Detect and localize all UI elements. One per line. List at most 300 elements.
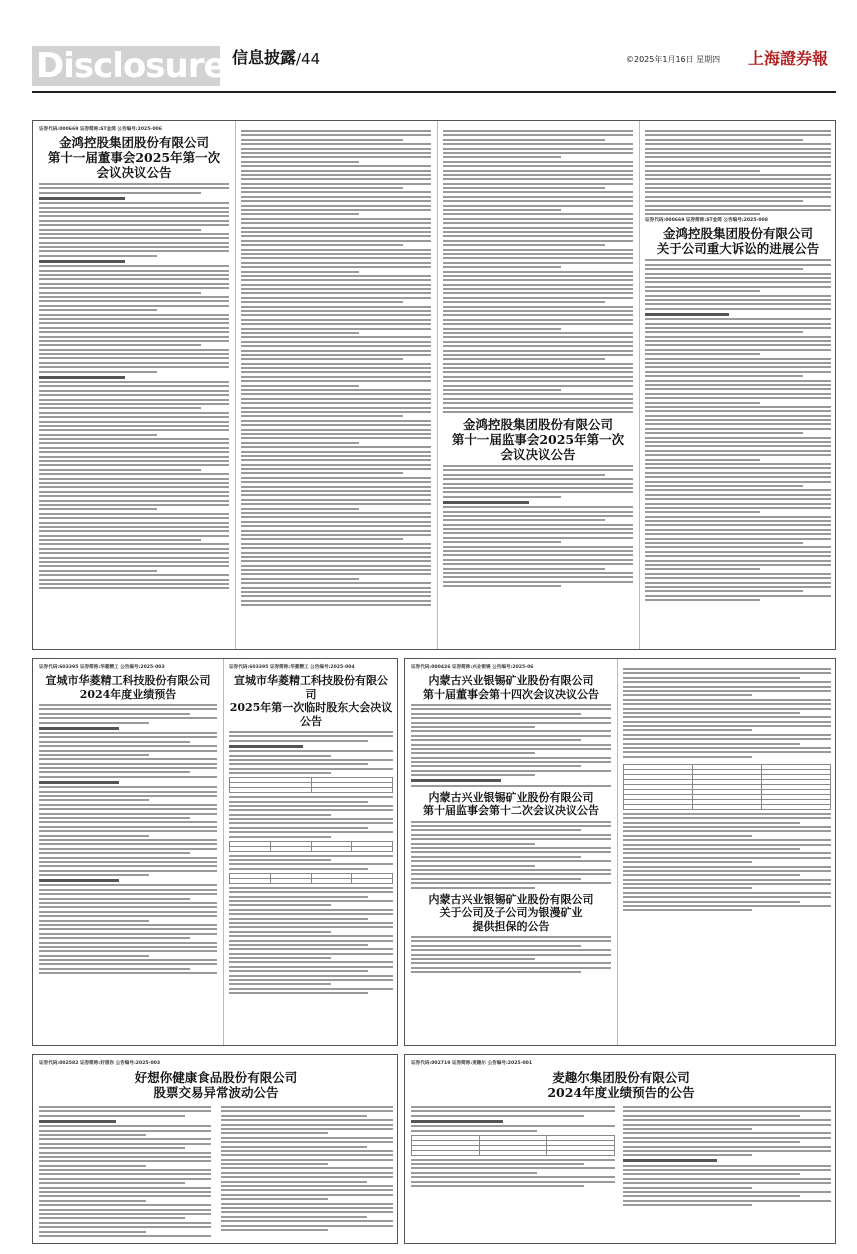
text-line	[241, 134, 431, 136]
text-line	[443, 209, 561, 211]
text-line	[443, 314, 633, 316]
dateline: ©2025年1月16日 星期四	[626, 55, 721, 64]
text-line	[39, 791, 217, 793]
text-line	[623, 909, 752, 911]
title-line: 提供担保的公告	[472, 919, 550, 933]
text-line	[645, 410, 831, 412]
text-line	[645, 259, 831, 261]
text-line	[443, 519, 605, 521]
text-line	[623, 1165, 831, 1167]
text-line	[39, 390, 229, 392]
text-line	[241, 143, 431, 145]
text-line	[623, 725, 831, 727]
text-line	[39, 305, 229, 307]
text-line	[443, 380, 633, 382]
text-line	[645, 273, 831, 275]
text-line	[443, 332, 633, 334]
text-line	[241, 235, 431, 237]
text-line	[39, 804, 217, 806]
text-line	[645, 130, 831, 132]
article-title	[39, 1070, 393, 1100]
text-line	[241, 552, 431, 554]
article-body-left	[39, 1103, 211, 1239]
body-text	[645, 259, 831, 601]
text-line	[39, 548, 229, 550]
panel-jinhong	[32, 120, 836, 650]
text-line	[411, 851, 611, 853]
text-line	[623, 813, 831, 815]
text-line	[241, 376, 431, 378]
text-line	[411, 765, 581, 767]
text-line	[39, 776, 217, 778]
text-line	[39, 434, 157, 436]
voting-results-table-2	[229, 873, 393, 884]
article-title	[411, 791, 611, 818]
text-line	[645, 551, 831, 553]
text-line	[221, 1176, 393, 1178]
text-line	[39, 1235, 211, 1237]
article-title	[39, 674, 217, 701]
text-line	[443, 350, 633, 352]
text-line	[443, 130, 633, 132]
text-line	[39, 955, 149, 957]
text-line	[241, 323, 431, 325]
title-line: 金鸿控股集团股份有限公司	[662, 226, 813, 242]
panel-maiquer	[404, 1054, 836, 1244]
text-line	[443, 323, 633, 325]
text-line	[623, 1173, 800, 1175]
table-cell	[270, 878, 311, 883]
text-line	[229, 731, 393, 733]
text-line	[39, 959, 217, 961]
text-line	[241, 266, 431, 268]
text-line	[39, 447, 229, 449]
text-line	[645, 445, 831, 447]
text-line	[39, 394, 229, 396]
text-line	[241, 288, 431, 290]
text-line	[221, 1194, 393, 1196]
text-line	[623, 866, 831, 868]
text-line	[623, 901, 800, 903]
disclosure-banner	[32, 46, 226, 86]
text-line	[39, 522, 229, 524]
text-line	[39, 469, 201, 471]
text-line	[443, 244, 605, 246]
text-line	[229, 896, 368, 898]
text-line	[443, 165, 633, 167]
table-cell	[412, 1150, 480, 1155]
text-line	[39, 183, 229, 185]
text-line	[241, 560, 431, 562]
title-line: 2024年度业绩预告的公告	[547, 1085, 695, 1100]
text-line	[411, 949, 611, 951]
text-line	[39, 741, 190, 743]
text-line	[39, 215, 229, 217]
text-line	[241, 521, 431, 523]
text-line	[241, 402, 431, 404]
text-line	[411, 761, 611, 763]
text-line	[39, 754, 149, 756]
text-line	[229, 891, 393, 893]
text-line	[645, 472, 831, 474]
text-line	[443, 354, 633, 356]
text-line	[39, 371, 157, 373]
text-line	[229, 966, 393, 968]
text-line	[39, 1173, 211, 1175]
text-line	[241, 389, 431, 391]
text-line	[39, 491, 229, 493]
text-line	[443, 196, 633, 198]
article-body-right	[221, 1103, 393, 1233]
text-line	[229, 827, 368, 829]
text-line	[39, 736, 217, 738]
text-line	[411, 869, 611, 871]
text-line	[645, 463, 831, 465]
text-line	[39, 197, 125, 200]
table-cell	[693, 804, 762, 809]
text-line	[241, 455, 431, 457]
title-line: 好想你健康食品股份有限公司	[134, 1070, 298, 1085]
title-line: 麦趣尔集团股份有限公司	[552, 1070, 690, 1085]
text-line	[39, 1191, 211, 1193]
text-line	[39, 821, 217, 823]
text-line	[39, 587, 229, 589]
text-line	[241, 253, 431, 255]
text-line	[645, 437, 831, 439]
text-line	[241, 582, 431, 584]
text-line	[645, 524, 831, 526]
text-line	[411, 860, 611, 862]
text-line	[39, 583, 229, 585]
text-line	[443, 156, 561, 158]
masthead-logo: 上海證券報	[748, 49, 829, 68]
text-line	[443, 363, 633, 365]
text-line	[229, 855, 393, 857]
text-line	[229, 931, 331, 933]
text-line	[443, 297, 633, 299]
title-line: 会议决议公告	[500, 447, 576, 462]
text-line	[411, 708, 611, 710]
text-line	[39, 530, 229, 532]
text-line	[39, 708, 217, 710]
article-jinhong-lawsuit	[645, 127, 831, 604]
text-line	[645, 533, 831, 535]
text-line	[221, 1225, 393, 1227]
text-line	[241, 306, 431, 308]
text-line	[39, 852, 190, 854]
text-line	[645, 303, 831, 305]
text-line	[443, 402, 633, 404]
text-line	[241, 222, 431, 224]
text-line	[229, 926, 393, 928]
text-line	[221, 1172, 393, 1174]
text-line	[241, 284, 431, 286]
text-line	[645, 380, 831, 382]
text-line	[39, 336, 229, 338]
text-line	[39, 937, 190, 939]
text-line	[229, 948, 393, 950]
text-line	[229, 944, 368, 946]
text-line	[411, 834, 611, 836]
text-line	[241, 591, 431, 593]
text-line	[229, 740, 368, 742]
text-line	[221, 1189, 393, 1191]
title-line: 宣城市华菱精工科技股份有限公司	[234, 674, 388, 701]
text-line	[645, 183, 831, 185]
text-line	[645, 454, 831, 456]
text-line	[443, 398, 633, 400]
text-line	[443, 275, 633, 277]
title-line: 第十一届董事会2025年第一次	[47, 150, 221, 165]
title-line: 股票交易异常波动公告	[153, 1085, 279, 1100]
text-line	[443, 496, 561, 498]
text-line	[623, 721, 831, 723]
text-line	[645, 595, 831, 597]
text-line	[229, 759, 393, 761]
text-line	[39, 1115, 185, 1117]
text-line	[411, 958, 535, 960]
table-cell	[479, 1150, 547, 1155]
page-header	[0, 0, 857, 94]
text-line	[241, 161, 359, 163]
article-title	[411, 1070, 831, 1100]
text-line	[39, 750, 217, 752]
text-line	[39, 830, 217, 832]
column-divider	[223, 659, 224, 1045]
text-line	[623, 879, 831, 881]
text-line	[39, 795, 217, 797]
text-line	[39, 318, 229, 320]
text-line	[229, 904, 331, 906]
text-line	[241, 139, 403, 141]
text-line	[241, 442, 359, 444]
text-line	[623, 857, 831, 859]
text-line	[241, 547, 431, 549]
text-line	[645, 170, 760, 172]
text-line	[411, 704, 611, 706]
text-line	[623, 712, 800, 714]
text-line	[39, 344, 201, 346]
text-line	[645, 156, 831, 158]
text-line	[39, 704, 217, 706]
text-line	[411, 821, 611, 823]
title-line: 关于公司重大诉讼的进展公告	[656, 241, 820, 257]
text-line	[411, 1159, 615, 1161]
text-line	[443, 227, 633, 229]
text-line	[39, 1213, 211, 1215]
body-text	[39, 1106, 211, 1237]
text-line	[39, 482, 229, 484]
text-line	[39, 727, 119, 730]
text-line	[229, 814, 331, 816]
text-line	[443, 537, 633, 539]
text-line	[39, 920, 149, 922]
text-line	[39, 574, 229, 576]
table-cell	[352, 878, 393, 883]
text-line	[39, 1231, 146, 1233]
text-line	[39, 1200, 146, 1202]
text-line	[645, 481, 831, 483]
article-xuancheng-forecast	[39, 665, 217, 977]
text-line	[623, 830, 831, 832]
text-line	[39, 513, 229, 515]
text-line	[443, 501, 529, 504]
text-line	[39, 287, 229, 289]
title-line: 第十届监事会第十二次会议决议公告	[423, 804, 599, 818]
text-line	[645, 299, 831, 301]
text-line	[39, 946, 217, 948]
text-line	[229, 935, 393, 937]
text-line	[39, 1134, 146, 1136]
text-line	[39, 340, 229, 342]
text-line	[411, 856, 581, 858]
voting-results-table	[229, 841, 393, 852]
text-line	[411, 945, 581, 947]
text-line	[645, 313, 729, 316]
text-line	[241, 556, 431, 558]
text-line	[39, 713, 190, 715]
text-line	[645, 281, 831, 283]
body-text	[229, 731, 393, 774]
text-line	[229, 805, 393, 807]
text-line	[443, 205, 633, 207]
text-line	[623, 1159, 717, 1162]
text-line	[39, 1125, 211, 1127]
text-line	[39, 758, 217, 760]
text-line	[39, 786, 217, 788]
text-line	[39, 421, 229, 423]
body-text	[623, 1106, 831, 1206]
text-line	[623, 1195, 800, 1197]
text-line	[241, 525, 431, 527]
text-line	[221, 1124, 393, 1126]
text-line	[645, 152, 831, 154]
text-line	[39, 1165, 146, 1167]
text-line	[623, 703, 831, 705]
text-line	[443, 491, 633, 493]
text-line	[623, 1182, 831, 1184]
text-line	[241, 468, 431, 470]
text-line	[623, 1106, 831, 1108]
text-line	[623, 1150, 831, 1152]
text-line	[623, 1200, 831, 1202]
text-line	[443, 328, 561, 330]
text-line	[39, 1209, 211, 1211]
text-line	[241, 459, 431, 461]
meeting-attendance-table	[229, 777, 393, 793]
text-line	[443, 292, 633, 294]
text-line	[411, 748, 611, 750]
text-line	[241, 148, 431, 150]
text-line	[39, 233, 229, 235]
text-line	[443, 183, 633, 185]
table-cell	[547, 1150, 615, 1155]
text-line	[241, 152, 431, 154]
text-line	[645, 205, 831, 207]
text-line	[241, 538, 403, 540]
text-line	[645, 538, 831, 540]
text-line	[443, 393, 633, 395]
text-line	[229, 755, 331, 757]
text-line	[241, 174, 431, 176]
text-line	[443, 262, 633, 264]
text-line	[39, 456, 229, 458]
text-line	[39, 1106, 211, 1108]
text-line	[443, 367, 633, 369]
text-line	[241, 464, 431, 466]
text-line	[39, 865, 217, 867]
text-line	[241, 424, 431, 426]
text-line	[411, 1125, 615, 1127]
text-line	[443, 200, 633, 202]
text-line	[443, 528, 633, 530]
text-line	[39, 412, 229, 414]
text-line	[241, 512, 431, 514]
text-line	[623, 844, 831, 846]
text-line	[443, 341, 633, 343]
text-line	[443, 235, 633, 237]
article-title	[443, 417, 633, 462]
text-line	[241, 354, 431, 356]
text-line	[241, 301, 403, 303]
text-line	[229, 940, 393, 942]
text-line	[623, 699, 831, 701]
text-line	[623, 734, 831, 736]
text-line	[411, 717, 611, 719]
text-line	[645, 290, 760, 292]
text-line	[241, 271, 359, 273]
text-line	[221, 1181, 367, 1183]
text-line	[645, 161, 831, 163]
text-line	[241, 310, 431, 312]
text-line	[241, 363, 431, 365]
text-line	[645, 200, 803, 202]
text-line	[229, 809, 393, 811]
text-line	[241, 565, 431, 567]
text-line	[241, 367, 431, 369]
text-line	[443, 249, 633, 251]
title-line: 金鸿控股集团股份有限公司	[462, 417, 613, 432]
text-line	[39, 1143, 211, 1145]
text-line	[229, 918, 368, 920]
text-line	[39, 1195, 211, 1197]
article-meta: 证券代码:002719 证券简称:麦趣尔 公告编号:2025-001	[411, 1061, 533, 1066]
text-line	[623, 874, 800, 876]
text-line	[229, 863, 393, 865]
text-line	[39, 911, 217, 913]
text-line	[443, 546, 633, 548]
text-line	[623, 835, 752, 837]
text-line	[39, 1152, 211, 1154]
text-line	[645, 371, 831, 373]
text-line	[39, 242, 229, 244]
text-line	[229, 887, 393, 889]
text-line	[39, 429, 229, 431]
text-line	[411, 967, 611, 969]
text-line	[39, 950, 217, 952]
text-line	[39, 781, 119, 784]
body-text	[221, 1106, 393, 1231]
text-line	[241, 275, 431, 277]
text-line	[645, 441, 831, 443]
text-line	[443, 231, 633, 233]
article-meta: 证券代码:603395 证券简称:华菱精工 公告编号:2025-004	[229, 665, 355, 670]
text-line	[221, 1207, 393, 1209]
text-line	[39, 915, 217, 917]
text-line	[443, 301, 605, 303]
text-line	[221, 1211, 393, 1213]
section-title	[232, 48, 296, 68]
